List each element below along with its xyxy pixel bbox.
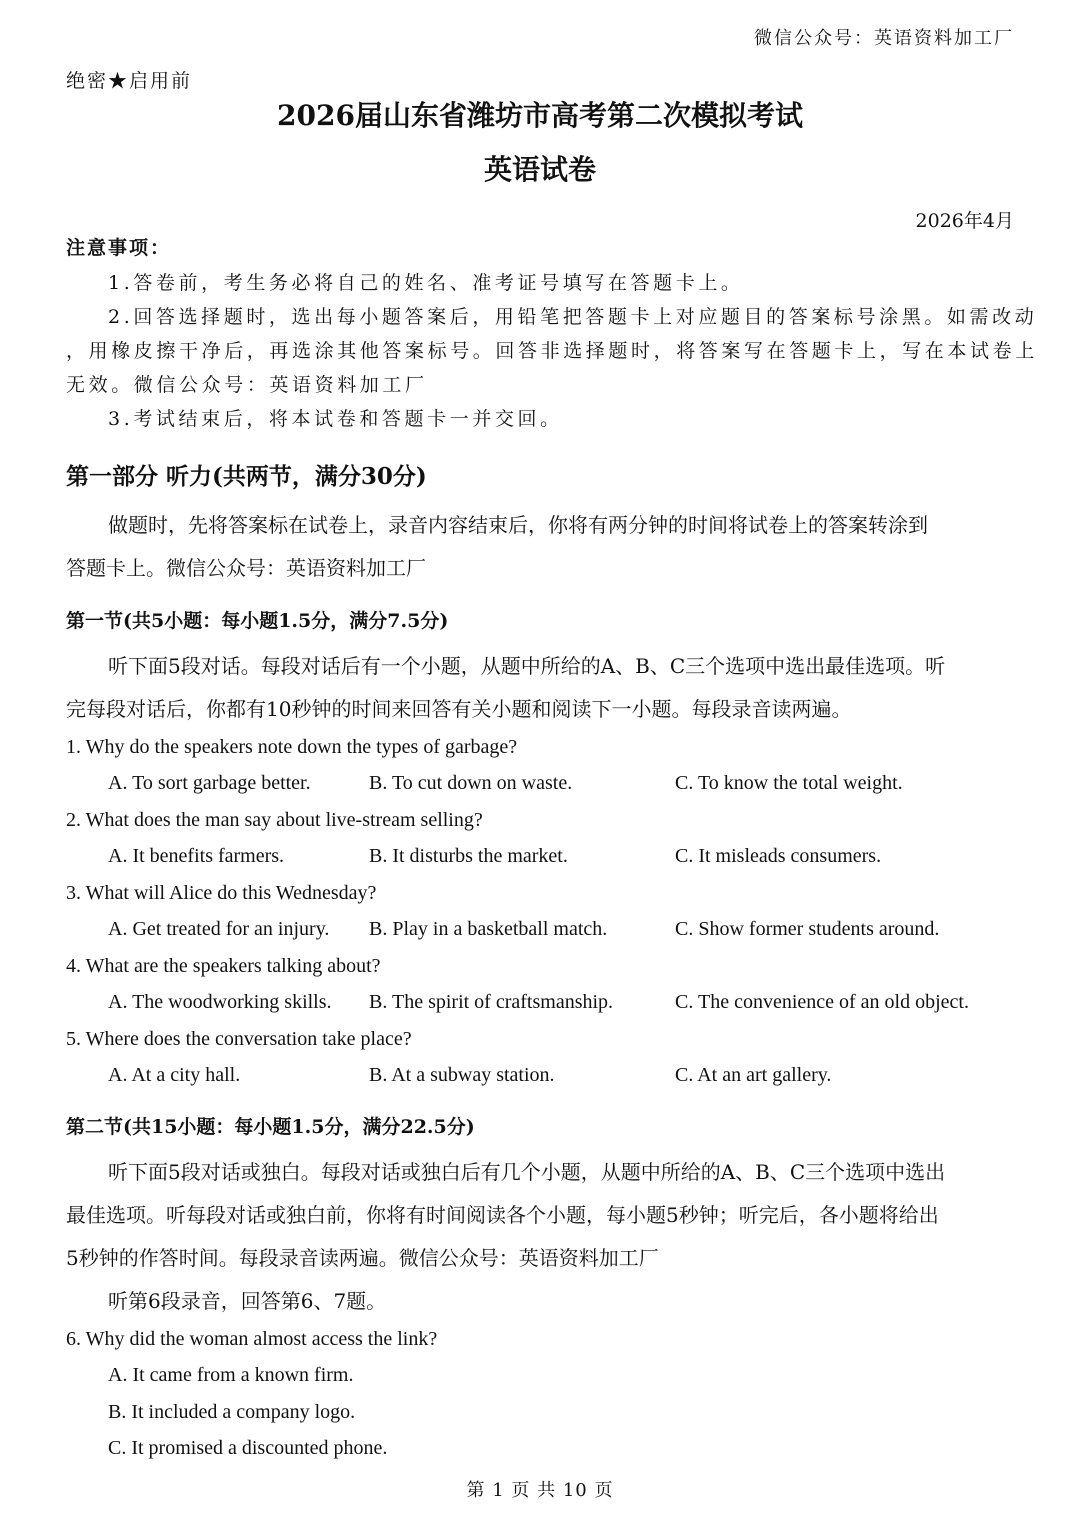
part1-intro-line: 做题时，先将答案标在试卷上，录音内容结束后，你将有两分钟的时间将试卷上的答案转涂到 — [108, 513, 928, 537]
question-5: 5. Where does the conversation take place? — [66, 1028, 412, 1050]
question-1: 1. Why do the speakers note down the types of garbage? — [66, 736, 518, 758]
question-4: 4. What are the speakers talking about? — [66, 955, 381, 977]
part1-heading: 第一部分 听力(共两节，满分30分) — [66, 463, 427, 490]
part1-intro-line: 答题卡上。微信公众号：英语资料加工厂 — [66, 556, 426, 580]
option-a: A. To sort garbage better. — [108, 772, 311, 794]
option-b: B. It disturbs the market. — [369, 845, 568, 867]
section1-heading: 第一节(共5小题：每小题1.5分，满分7.5分) — [66, 610, 449, 632]
question-2: 2. What does the man say about live-stream selling? — [66, 809, 483, 831]
option-b: B. To cut down on waste. — [369, 772, 573, 794]
exam-subtitle: 英语试卷 — [483, 153, 596, 186]
notice-line: 2.回答选择题时，选出每小题答案后，用铅笔把答题卡上对应题目的答案标号涂黑。如需改动 — [108, 306, 1038, 328]
notice-line: 1.答卷前，考生务必将自己的姓名、准考证号填写在答题卡上。 — [108, 272, 744, 294]
option-c: C. At an art gallery. — [675, 1064, 832, 1086]
option-b: B. It included a company logo. — [108, 1401, 356, 1423]
option-c: C. It promised a discounted phone. — [108, 1437, 388, 1459]
notice-line: 3.考试结束后，将本试卷和答题卡一并交回。 — [108, 408, 563, 430]
option-c: C. To know the total weight. — [675, 772, 903, 794]
option-a: A. It came from a known firm. — [108, 1364, 354, 1386]
option-a: A. It benefits farmers. — [108, 845, 285, 867]
question-6: 6. Why did the woman almost access the link? — [66, 1328, 438, 1350]
option-b: B. The spirit of craftsmanship. — [369, 991, 614, 1013]
notice-line: 无效。微信公众号：英语资料加工厂 — [66, 374, 428, 396]
option-b: B. Play in a basketball match. — [369, 918, 608, 940]
option-a: A. Get treated for an injury. — [108, 918, 330, 940]
page-number: 第 1 页 共 10 页 — [466, 1480, 614, 1501]
notice-line: ，用橡皮擦干净后，再选涂其他答案标号。回答非选择题时，将答案写在答题卡上，写在本试卷上 — [66, 340, 1038, 362]
option-a: A. At a city hall. — [108, 1064, 241, 1086]
section2-heading: 第二节(共15小题：每小题1.5分，满分22.5分) — [66, 1116, 475, 1138]
notice-heading: 注意事项： — [66, 237, 172, 259]
option-c: C. The convenience of an old object. — [675, 991, 969, 1013]
question-3: 3. What will Alice do this Wednesday? — [66, 882, 377, 904]
section2-intro-line: 听下面5段对话或独白。每段对话或独白后有几个小题，从题中所给的A、B、C三个选项中选出 — [108, 1160, 946, 1184]
watermark: 微信公众号：英语资料加工厂 — [754, 28, 1014, 49]
confidential-label: 绝密★启用前 — [66, 70, 193, 92]
exam-date: 2026年4月 — [915, 210, 1014, 232]
section2-intro-line: 5秒钟的作答时间。每段录音读两遍。微信公众号：英语资料加工厂 — [66, 1246, 659, 1270]
option-a: A. The woodworking skills. — [108, 991, 332, 1013]
section1-intro-line: 听下面5段对话。每段对话后有一个小题，从题中所给的A、B、C三个选项中选出最佳选项。听 — [108, 654, 946, 678]
option-c: C. It misleads consumers. — [675, 845, 882, 867]
option-b: B. At a subway station. — [369, 1064, 555, 1086]
exam-title: 2026届山东省潍坊市高考第二次模拟考试 — [277, 99, 803, 132]
option-c: C. Show former students around. — [675, 918, 940, 940]
section1-intro-line: 完每段对话后，你都有10秒钟的时间来回答有关小题和阅读下一小题。每段录音读两遍。 — [66, 697, 852, 721]
section2-intro-line: 最佳选项。听每段对话或独白前，你将有时间阅读各个小题，每小题5秒钟；听完后，各小题将给出 — [66, 1203, 939, 1227]
listen-instruction: 听第6段录音，回答第6、7题。 — [108, 1289, 387, 1313]
